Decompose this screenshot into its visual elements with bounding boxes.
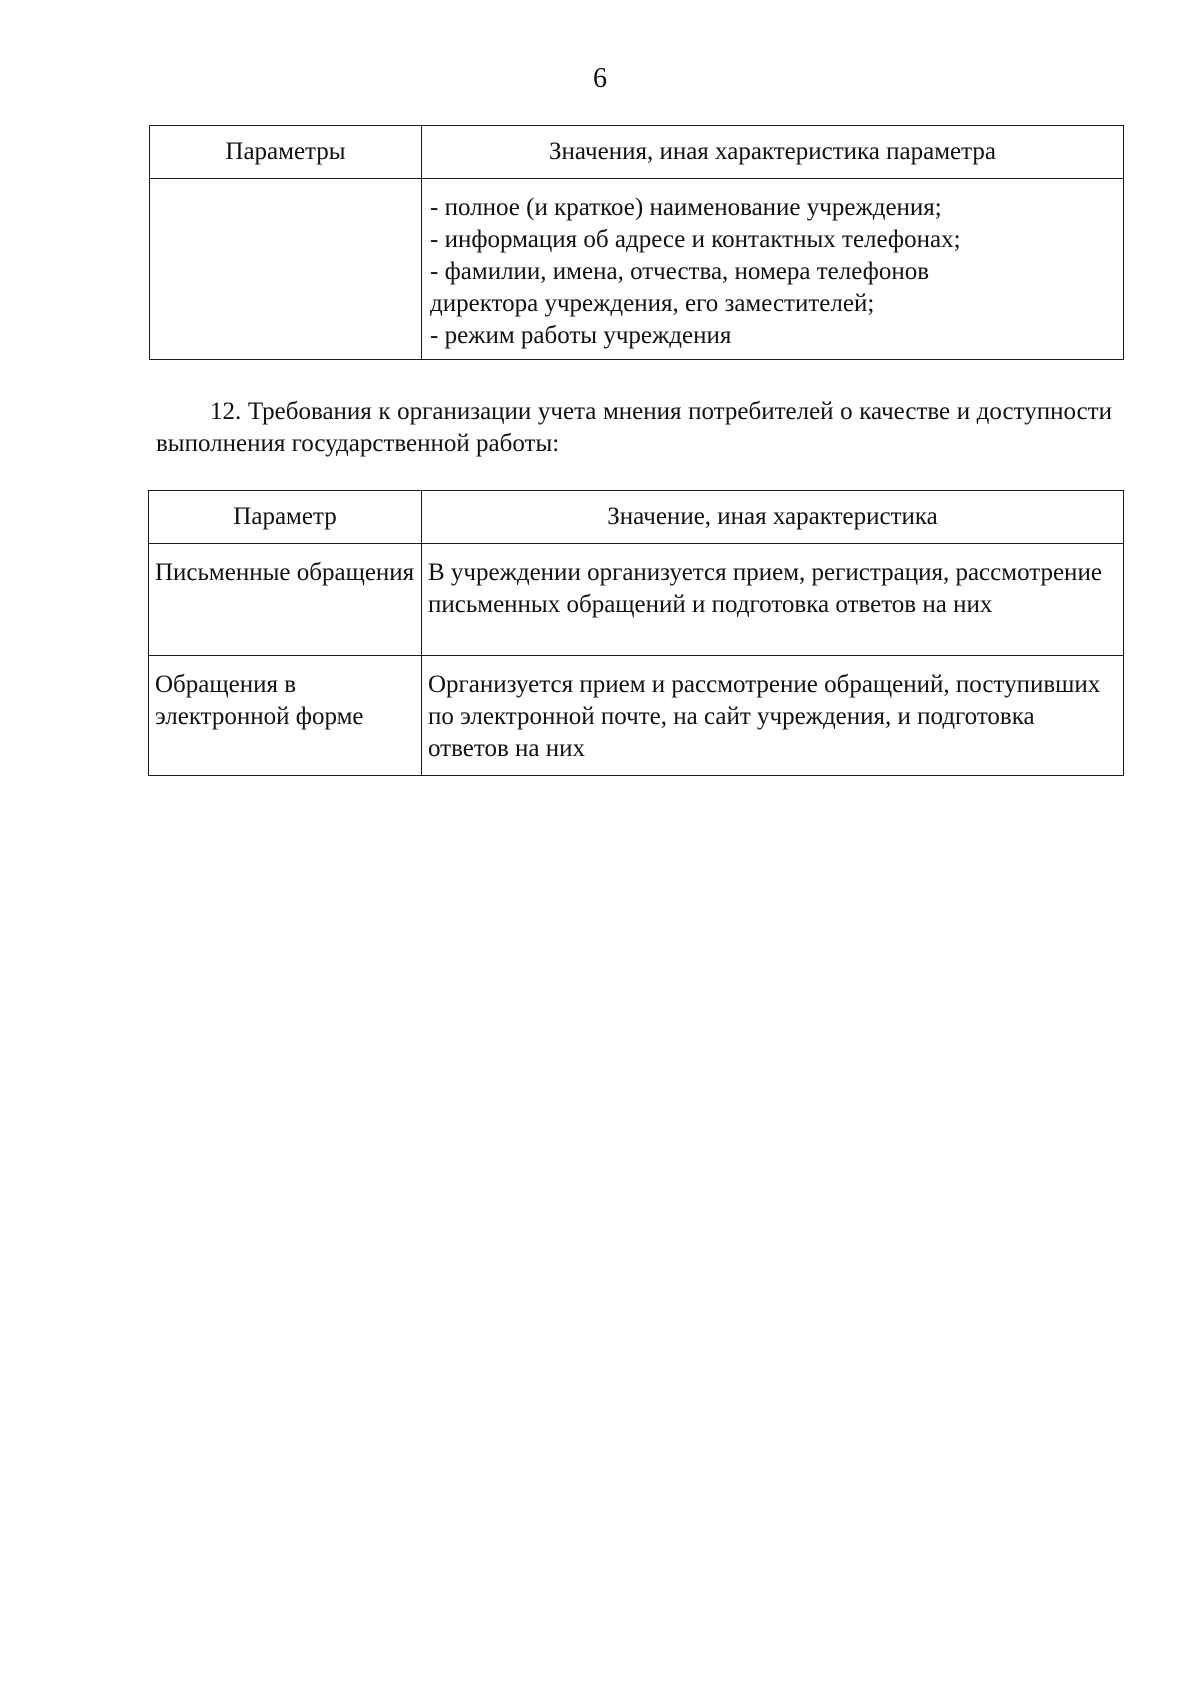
value-line: - полное (и краткое) наименование учреждения; [430,194,942,221]
header-param-cell: Параметр [149,491,422,544]
value-cell: Организуется прием и рассмотрение обращений, поступивших по электронной почте, на сайт учреждения, и подготовка ответов на них [422,656,1124,776]
value-line: директора учреждения, его заместителей; [430,290,875,317]
header-value-cell: Значения, иная характеристика параметра [422,126,1124,179]
value-line: - фамилии, имена, отчества, номера телефонов [430,258,929,285]
table-header-row [149,491,1124,544]
param-cell: Письменные обращения [149,544,422,656]
header-param-cell: Параметры [150,126,422,179]
table-row [150,179,1124,360]
table-row [149,656,1124,776]
table-header-row [150,126,1124,179]
param-cell [150,179,422,360]
page-number: 6 [593,63,607,94]
value-line: - режим работы учреждения [430,322,732,349]
value-line: - информация об адресе и контактных телефонах; [430,226,961,253]
param-cell: Обращения в электронной форме [149,656,422,776]
value-cell: В учреждении организуется прием, регистрация, рассмотрение письменных обращений и подготовка ответов на них [422,544,1124,656]
header-value-cell: Значение, иная характеристика [422,491,1124,544]
parameters-table [149,125,1124,360]
table-row [149,544,1124,656]
feedback-table [148,490,1124,776]
section-12-paragraph: 12. Требования к организации учета мнения потребителей о качестве и доступности выполнения государственной работы: [156,398,1112,457]
value-cell [422,179,1124,360]
